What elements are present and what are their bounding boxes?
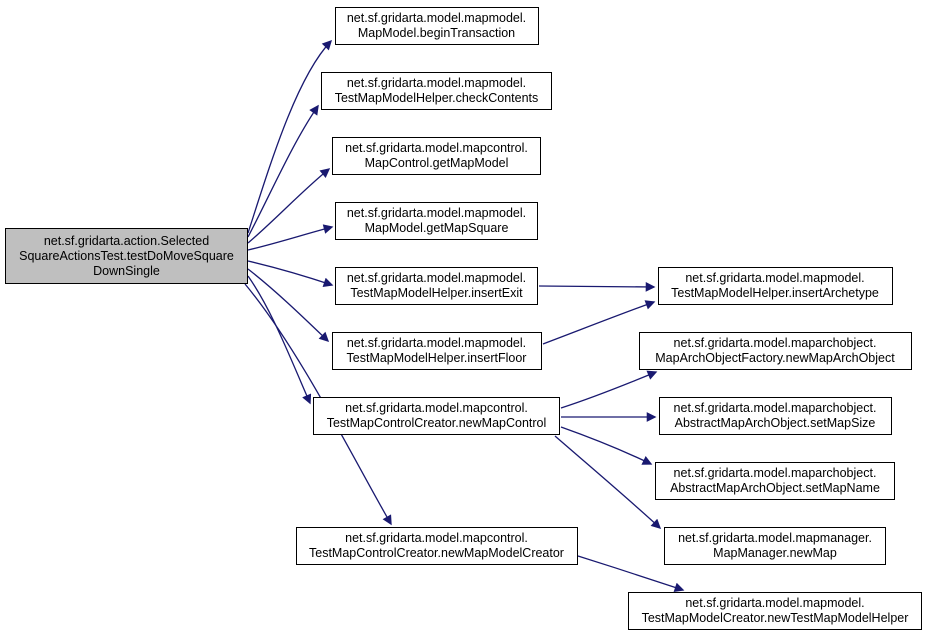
node-label-line: net.sf.gridarta.model.mapcontrol.: [345, 531, 528, 545]
node-checkContents[interactable]: [321, 72, 552, 110]
node-label-line: SquareActionsTest.testDoMoveSquare: [19, 248, 234, 263]
node-label-line: TestMapModelHelper.insertFloor: [346, 351, 527, 365]
node-newMapModelCreator[interactable]: [296, 527, 578, 565]
node-label-line: TestMapModelCreator.newTestMapModelHelper: [641, 611, 909, 625]
node-label-line: MapModel.beginTransaction: [357, 26, 516, 40]
edge-root-to-getMapModel: [248, 169, 329, 243]
node-beginTransaction[interactable]: [335, 7, 539, 45]
edge-newMapControl-to-setMapName: [561, 427, 651, 464]
node-label-line: net.sf.gridarta.model.mapmodel.: [685, 596, 865, 610]
node-label-line: net.sf.gridarta.model.mapcontrol.: [345, 401, 528, 415]
node-label-line: net.sf.gridarta.action.Selected: [43, 233, 210, 248]
node-label-line: net.sf.gridarta.model.mapcontrol.: [345, 141, 528, 155]
node-insertArchetype[interactable]: [658, 267, 893, 305]
edge-newMapControl-to-newMap: [555, 436, 660, 528]
node-setMapName[interactable]: [655, 462, 895, 500]
node-newMapControl[interactable]: [313, 397, 560, 435]
node-label-line: MapArchObjectFactory.newMapArchObject: [655, 351, 895, 365]
node-label-line: TestMapModelHelper.insertExit: [350, 286, 523, 300]
edge-root-to-insertExit: [248, 261, 332, 285]
node-label-line: TestMapModelHelper.checkContents: [334, 91, 539, 105]
node-label-line: TestMapControlCreator.newMapControl: [326, 416, 547, 430]
node-label-line: AbstractMapArchObject.setMapSize: [674, 416, 876, 430]
node-newTestMapModelHelper[interactable]: [628, 592, 922, 630]
node-newMap[interactable]: [664, 527, 886, 565]
node-label-line: AbstractMapArchObject.setMapName: [670, 481, 880, 495]
node-label-line: net.sf.gridarta.model.mapmodel.: [346, 206, 527, 220]
node-setMapSize[interactable]: [659, 397, 892, 435]
node-label-line: net.sf.gridarta.model.maparchobject.: [673, 401, 877, 415]
node-root: [5, 228, 248, 284]
node-label-line: net.sf.gridarta.model.maparchobject.: [673, 466, 877, 480]
node-label-line: net.sf.gridarta.model.maparchobject.: [673, 336, 877, 350]
node-label-line: TestMapModelHelper.insertArchetype: [671, 286, 879, 300]
node-getMapModel[interactable]: [332, 137, 541, 175]
node-label-line: TestMapControlCreator.newMapModelCreator: [309, 546, 564, 560]
node-label-line: net.sf.gridarta.model.mapmanager.: [678, 531, 872, 545]
node-label-line: net.sf.gridarta.model.mapmodel.: [685, 271, 865, 285]
edge-newMapControl-to-newMapArchObject: [561, 372, 656, 408]
node-label-line: net.sf.gridarta.model.mapmodel.: [346, 76, 527, 90]
node-label-line: MapManager.newMap: [713, 546, 837, 560]
node-label-line: net.sf.gridarta.model.mapmodel.: [346, 336, 527, 350]
node-newMapArchObject[interactable]: [639, 332, 912, 370]
node-getMapSquare[interactable]: [335, 202, 538, 240]
node-label-line: net.sf.gridarta.model.mapmodel.: [346, 11, 527, 25]
node-insertFloor[interactable]: [332, 332, 542, 370]
edge-root-to-checkContents: [248, 106, 318, 237]
node-label-line: DownSingle: [93, 263, 160, 278]
node-label-line: MapControl.getMapModel: [364, 156, 509, 170]
node-insertExit[interactable]: [335, 267, 538, 305]
edge-insertExit-to-insertArchetype: [539, 286, 654, 287]
edge-root-to-getMapSquare: [248, 227, 332, 250]
edge-insertFloor-to-insertArchetype: [543, 302, 654, 344]
node-label-line: net.sf.gridarta.model.mapmodel.: [346, 271, 527, 285]
node-label-line: MapModel.getMapSquare: [364, 221, 509, 235]
